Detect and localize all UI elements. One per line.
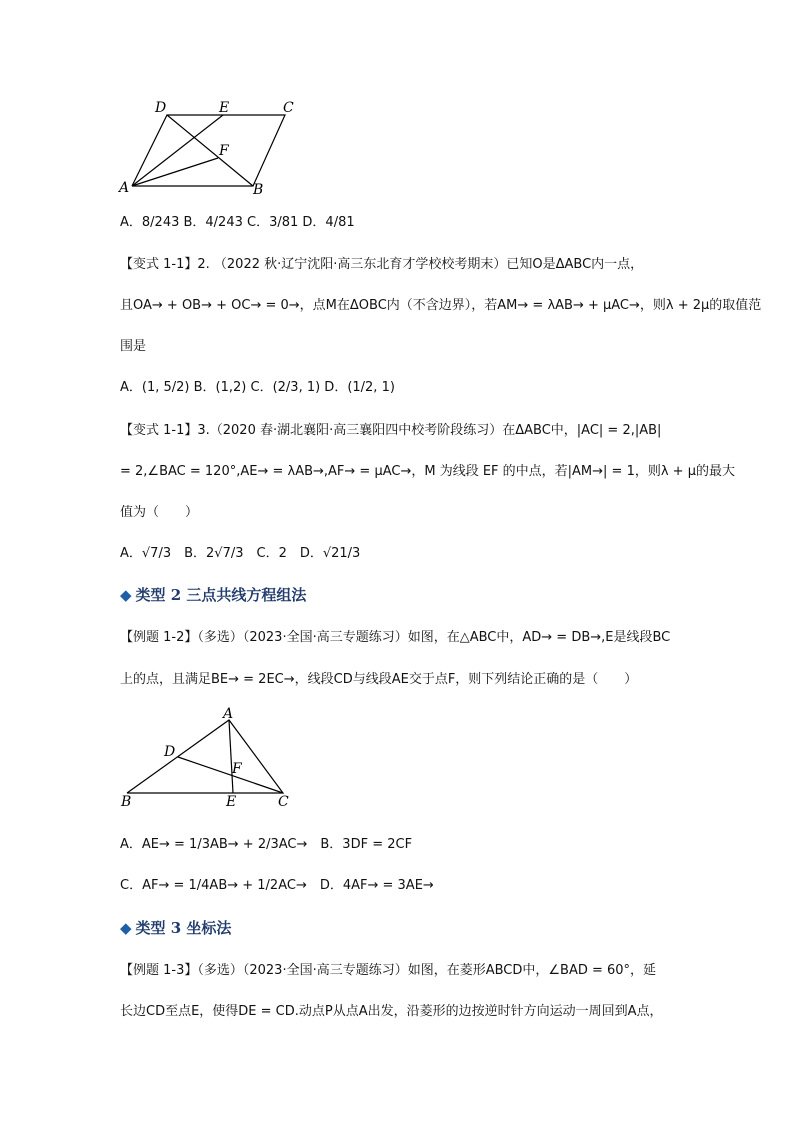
label-A: A (223, 706, 234, 722)
q3-options: A．√7/3 B．2√7/3 C．2 D．√21/3 (120, 546, 361, 561)
label-B: B (253, 182, 264, 198)
label-C: C (283, 100, 294, 116)
q2-line-1: 【变式 1-1】2. （2022 秋·辽宁沈阳·高三东北育才学校校考期末）已知O是ΔABC内一点， (120, 257, 644, 272)
diamond-icon: ◆ (120, 586, 132, 604)
label-A: A (119, 180, 130, 196)
section-3-title: 类型 3 坐标法 (135, 919, 232, 937)
label-D: D (155, 100, 167, 116)
section-heading-3 (120, 917, 231, 938)
q3-line-1: 【变式 1-1】3.（2020 春·湖北襄阳·高三襄阳四中校考阶段练习）在ΔABC中，|AC| = 2,|AB| (120, 423, 662, 438)
label-F: F (219, 143, 229, 159)
q5-line-2: 长边CD至点E，使得DE = CD.动点P从点A出发，沿菱形的边按逆时针方向运动一周回到A点， (120, 1004, 663, 1019)
q4-options-cd: C．AF→ = 1/4AB→ + 1/2AC→ D．4AF→ = 3AE→ (120, 878, 434, 893)
q4-options-ab: A．AE→ = 1/3AB→ + 2/3AC→ B．3DF = 2CF (120, 837, 413, 852)
label-B: B (121, 794, 132, 810)
parallelogram-figure (115, 95, 315, 200)
q4-line-2: 上的点，且满足BE→ = 2EC→，线段CD与线段AE交于点F，则下列结论正确的是（ ） (120, 672, 638, 687)
section-heading-2 (120, 584, 306, 605)
label-F: F (232, 761, 242, 777)
diamond-icon: ◆ (120, 919, 132, 937)
q3-line-3: 值为（ ） (120, 505, 199, 520)
q2-line-2: 且OA→ + OB→ + OC→ = 0→，点M在ΔOBC内（不含边界），若AM→ = λAB→ + μAC→，则λ + 2μ的取值范 (120, 298, 762, 313)
label-E: E (219, 100, 230, 116)
section-2-title: 类型 2 三点共线方程组法 (135, 586, 307, 604)
label-C: C (278, 794, 289, 810)
q2-line-3: 围是 (120, 339, 147, 354)
label-D: D (164, 744, 176, 760)
q2-options: A．(1, 5/2) B．(1,2) C．(2/3, 1) D．(1/2, 1) (120, 380, 395, 395)
triangle-figure (115, 705, 315, 810)
q1-options: A．8/243 B．4/243 C．3/81 D．4/81 (120, 215, 355, 230)
q5-line-1: 【例题 1-3】（多选）（2023·全国·高三专题练习）如图，在菱形ABCD中，∠BAD = 60°，延 (120, 963, 657, 978)
label-E: E (226, 794, 237, 810)
q3-line-2: = 2,∠BAC = 120°,AE→ = λAB→,AF→ = μAC→，M 为线段 EF 的中点，若|AM→| = 1，则λ + μ的最大 (120, 464, 735, 479)
q4-line-1: 【例题 1-2】（多选）（2023·全国·高三专题练习）如图，在△ABC中，AD→ = DB→,E是线段BC (120, 630, 671, 645)
